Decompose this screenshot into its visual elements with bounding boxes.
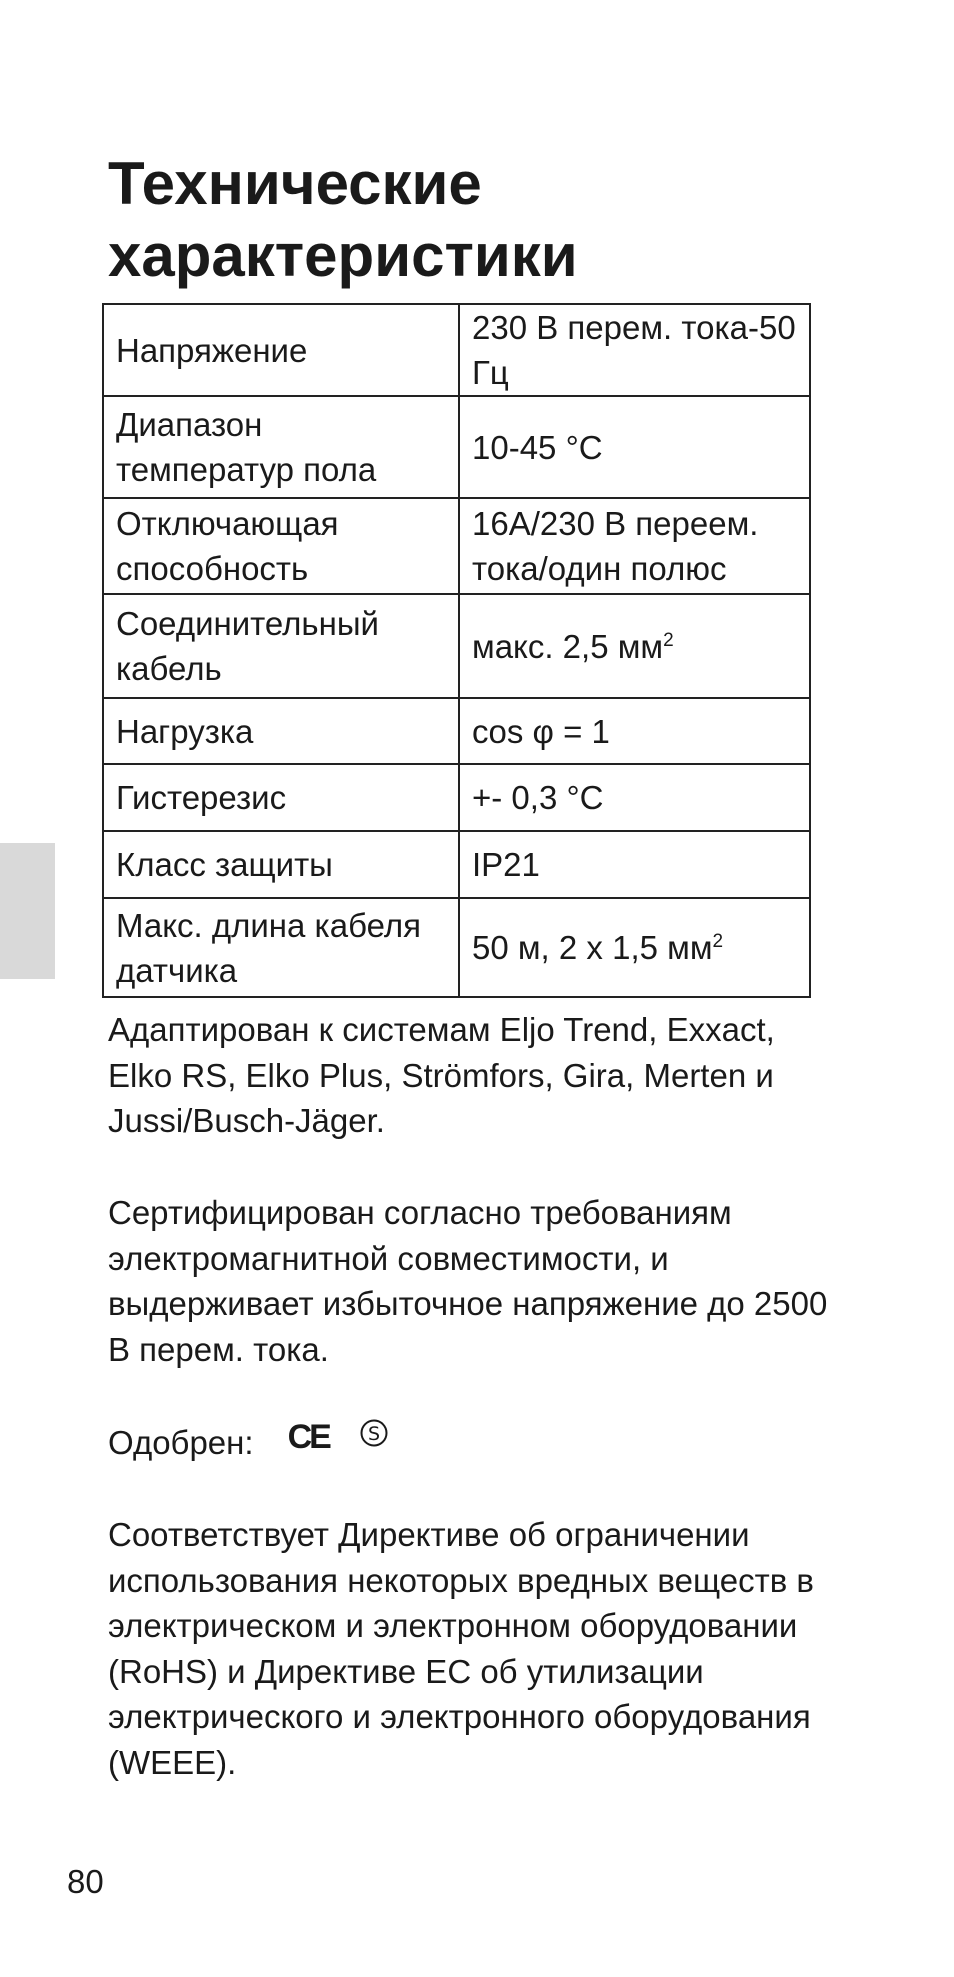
- table-row: [103, 764, 810, 831]
- approved-label: Одобрен:: [108, 1424, 254, 1461]
- spec-table: [102, 303, 811, 998]
- spec-label: Напряжение: [103, 304, 459, 396]
- side-tab-marker: [0, 843, 55, 979]
- spec-value: макс. 2,5 мм: [472, 627, 664, 665]
- unit-superscript: 2: [712, 931, 724, 952]
- spec-value: 10-45 °C: [459, 396, 810, 498]
- certification-text: Сертифицирован согласно требованиям электромагнитной совместимости, и выдерживает избыточное напряжение до 2500 В перем. тока.: [108, 1194, 828, 1368]
- table-row: [103, 698, 810, 764]
- semko-letter: S: [367, 1423, 380, 1445]
- table-row: [103, 396, 810, 498]
- spec-value: cos φ = 1: [459, 698, 810, 764]
- spec-label: Отключающая способность: [103, 498, 459, 594]
- spec-value: IP21: [459, 831, 810, 898]
- rohs-weee-text: Соответствует Директиве об ограничении использования некоторых вредных веществ в электрическом и электронном оборудовании (RoHS) и Директиве ЕС об утилизации электрического и электронного оборудования (WEEE).: [108, 1516, 814, 1781]
- spec-label: Гистерезис: [103, 764, 459, 831]
- spec-label: Соединительный кабель: [103, 594, 459, 698]
- spec-value: 16А/230 В переем. тока/один полюс: [459, 498, 810, 594]
- spec-value-cell: [459, 594, 810, 698]
- spec-label: Класс защиты: [103, 831, 459, 898]
- spec-label: Диапазон температур пола: [103, 396, 459, 498]
- table-row: [103, 594, 810, 698]
- table-row: [103, 304, 810, 396]
- spec-value-cell: [459, 898, 810, 997]
- page-number: 80: [67, 1863, 104, 1900]
- spec-value: 230 В перем. тока-50 Гц: [459, 304, 810, 396]
- spec-label: Макс. длина кабеля датчика: [103, 898, 459, 997]
- table-row: [103, 498, 810, 594]
- compatibility-text: Адаптирован к системам Eljo Trend, Exxact, Elko RS, Elko Plus, Strömfors, Gira, Merten и Jussi/Busch-Jäger.: [108, 1011, 775, 1139]
- approval-line: [108, 1417, 828, 1466]
- ce-mark-icon: CE: [287, 1417, 329, 1456]
- table-row: [103, 831, 810, 898]
- spec-value: 50 м, 2 x 1,5 мм: [472, 929, 713, 966]
- unit-superscript: 2: [663, 629, 674, 651]
- semko-mark-icon: [359, 1414, 389, 1460]
- spec-value: +- 0,3 °C: [459, 764, 810, 831]
- table-row: [103, 898, 810, 997]
- page-title: Технические характеристики: [108, 150, 578, 289]
- spec-label: Нагрузка: [103, 698, 459, 764]
